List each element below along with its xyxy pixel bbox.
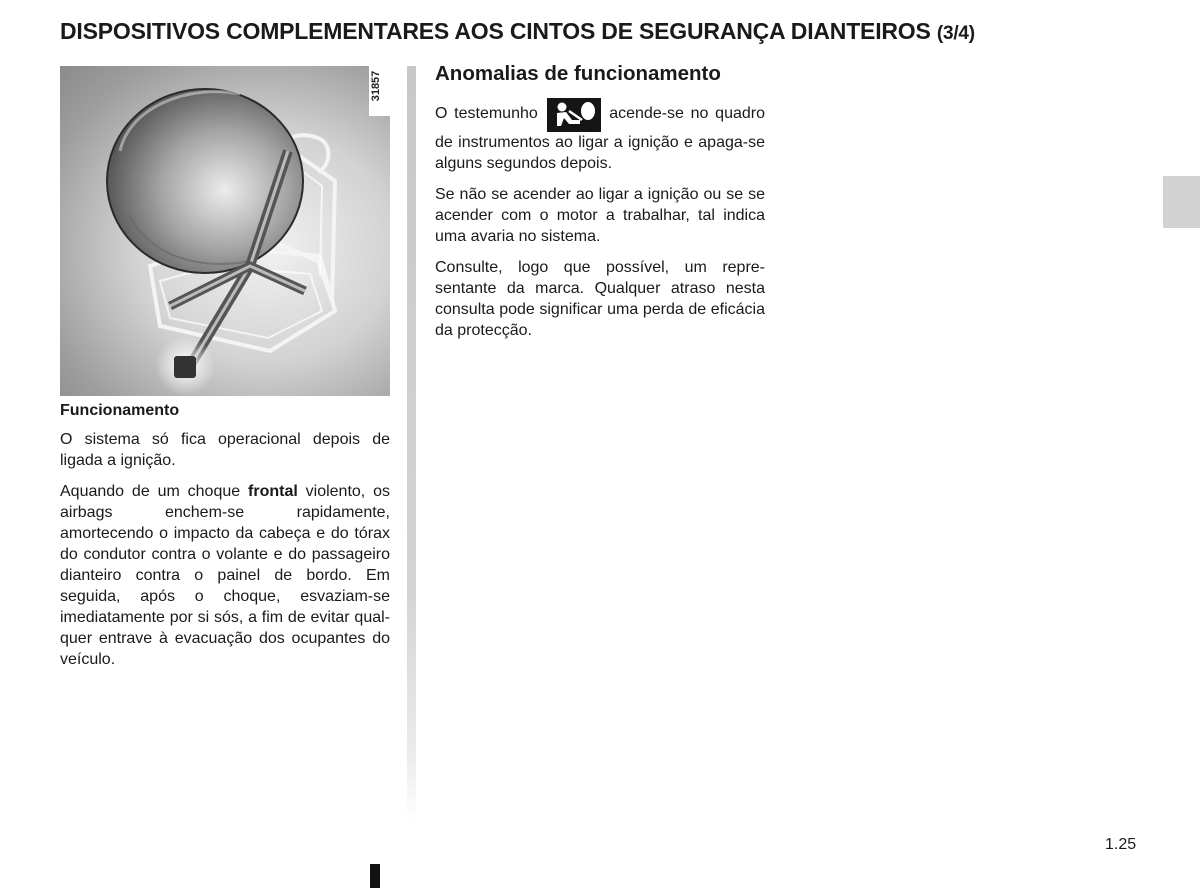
funcionamento-paragraph-1: O sistema só fica operacional depois de ligada a ignição. — [60, 431, 390, 469]
funcionamento-heading: Funcionamento — [60, 402, 180, 419]
anomalias-heading: Anomalias de funcionamento — [435, 62, 721, 85]
para2-text-end: violento, os airbags enchem-se rapidamente, amortecendo o impacto da cabeça e do tórax do condutor contra o volante e do passageiro dianteiro contra o painel de bordo. Em seguida, após o choque, esvaziam-se imediatamente por si sós, a fim de evitar qualquer entrave à evacuação dos ocupantes do veículo. — [60, 483, 391, 668]
airbag-illustration — [60, 66, 390, 396]
airbag-warning-icon — [547, 98, 601, 132]
funcionamento-paragraph-2 — [60, 481, 390, 670]
page-title — [60, 18, 1160, 45]
anomalias-paragraph-2: Se não se acender ao ligar a ignição ou se se acender com o motor a trabalhar, tal indica uma avaria no sistema. — [435, 186, 765, 245]
figure-reference-number: 31857 — [370, 70, 382, 102]
para2-emphasis: frontal — [248, 483, 298, 500]
crop-mark — [370, 864, 380, 888]
anomalias-paragraph-3: Consulte, logo que possível, um representante da marca. Qualquer atraso nesta consulta pode significar uma perda de eficácia da protecção. — [435, 259, 765, 339]
right-column — [435, 62, 765, 351]
figure-reference-box — [369, 66, 390, 116]
title-part: (3/4) — [936, 23, 975, 44]
title-text: DISPOSITIVOS COMPLEMENTARES AOS CINTOS DE SEGURANÇA DIANTEIROS — [60, 18, 931, 44]
para2-text-start: Aquando de um choque — [60, 483, 249, 500]
left-column — [60, 402, 390, 680]
page-number: 1.25 — [1105, 836, 1137, 853]
para1-text-end: acende-se no quadro de instrumentos ao ligar a ignição e apaga-se alguns segundos depois. — [435, 105, 765, 172]
para1-text-start: O testemunho — [435, 105, 545, 122]
section-edge-tab — [1163, 176, 1200, 228]
column-divider — [407, 66, 416, 820]
anomalias-paragraph-1 — [435, 103, 765, 174]
airbag-deployment-icon — [60, 66, 390, 396]
